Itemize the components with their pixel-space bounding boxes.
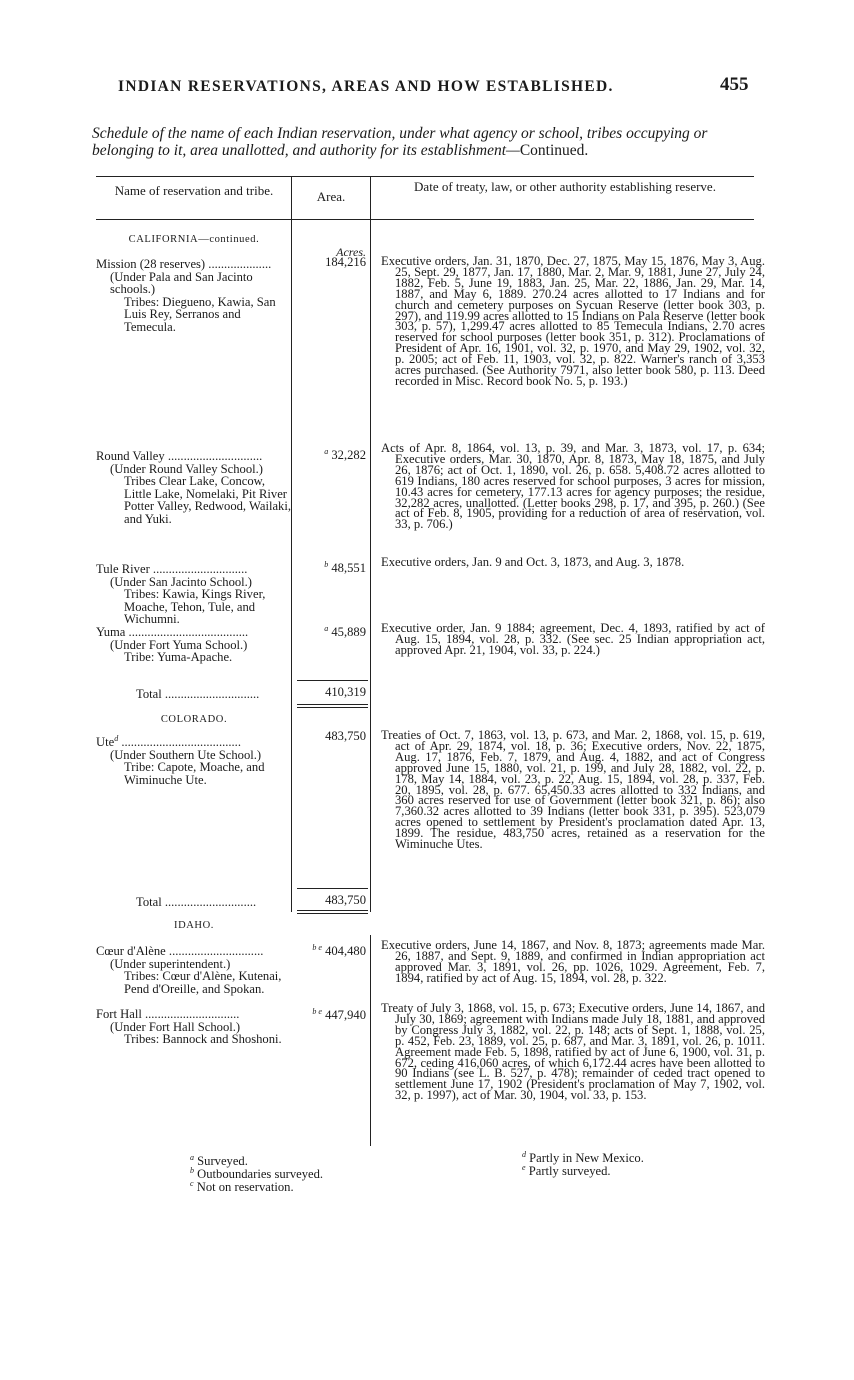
footnote-ref: b <box>324 560 329 569</box>
reservation-agency: (Under superintendent.) <box>110 956 231 971</box>
reservation-tribes: Tribe: Capote, Moache, and Wiminuche Ute. <box>124 760 265 787</box>
reservation-authority: Treaties of Oct. 7, 1863, vol. 13, p. 673, and Mar. 2, 1868, vol. 15, p. 619, act of Apr. 29, 1874, vol. 18, p. 36; Executive orders, Nov. 22, 1875, Aug. 17, 1876, Feb. 7, 1879, and Aug. 4, 1882, and act of Congress approved June 15, 1880, vol. 21, p. 199, and July 28, 1882, vol. 22, p. 178, May 14, 1884, vol. 23, p. 22, Aug. 15, 1894, vol. 28, p. 337, Feb. 20, 1895, vol. 28, p. 677. 65,450.33 acres allotted to 332 Indians, and 360 acres reserved for use of Government (letter book 321, p. 86); also 7,360.32 acres allotted to 39 Indians (letter book 331, p. 395). 523,079 acres opened to settlement by President's proclamation dated Apr. 13, 1899. The residue, 483,750 acres, retained as a reservation for the Wiminuche Utes. <box>381 728 765 852</box>
caption-continued: Continued. <box>519 142 589 159</box>
reservation-area: $^{b e}$ 404,480 <box>312 943 366 959</box>
reservation-area: 184,216 <box>325 255 366 269</box>
reservation-authority: Executive orders, Jan. 9 and Oct. 3, 1873, and Aug. 3, 1878. <box>381 555 685 569</box>
reservation-area: $^a$ 32,282 <box>324 447 366 463</box>
column-header-area: Area. <box>316 189 346 204</box>
footnote-d: $^d$ Partly in New Mexico. <box>522 1150 644 1166</box>
section-title-colorado: COLORADO. <box>160 714 228 725</box>
footnote-b: $^b$ Outboundaries surveyed. <box>190 1166 324 1182</box>
reservation-tribes: Tribes Clear Lake, Concow, Little Lake, Nomelaki, Pit River Potter Valley, Redwood, Wailaki, and Yuki. <box>124 474 291 526</box>
footnote-e: $^e$ Partly surveyed. <box>522 1163 611 1179</box>
column-divider-2b <box>370 935 371 1146</box>
reservation-name-cell: Cœur d'Alène .............................. (Under superintendent.) Tribes: Cœur d'Alène, Kutenai, Pend d'Oreille, and Spokan. <box>96 945 292 995</box>
footnote-a: $^a$ Surveyed. <box>190 1153 248 1169</box>
reservation-name: Mission (28 reserves) <box>96 258 206 271</box>
footnote-ref: a <box>324 447 329 456</box>
reservation-area: 483,750 <box>325 729 366 743</box>
reservation-name: Fort Hall <box>96 1008 142 1021</box>
reservation-tribes: Tribes: Bannock and Shoshoni. <box>124 1032 282 1047</box>
reservation-agency: (Under Southern Ute School.) <box>110 747 262 762</box>
reservation-name-cell: Yuma ...................................... (Under Fort Yuma School.) Tribe: Yuma-Apache. <box>96 626 292 664</box>
reservation-authority: Executive order, Jan. 9 1884; agreement, Dec. 4, 1893, ratified by act of Aug. 15, 1894, vol. 28, p. 332. (See sec. 25 Indian appropriation act, approved Apr. 21, 1904, vol. 33, p. 224.) <box>381 621 765 657</box>
page-number: 455 <box>720 74 749 95</box>
footnote-ref: b e <box>312 943 322 952</box>
total-rule <box>297 913 368 914</box>
total-rule <box>297 704 368 705</box>
section-title-california: CALIFORNIA—continued. <box>128 234 260 245</box>
area-unit-label: Acres. <box>336 245 366 259</box>
section-title-idaho: IDAHO. <box>173 920 215 931</box>
reservation-tribes: Tribes: Cœur d'Alène, Kutenai, Pend d'Oreille, and Spokan. <box>124 969 282 996</box>
total-rule <box>297 680 368 681</box>
reservation-authority: Executive orders, Jan. 31, 1870, Dec. 27, 1875, May 15, 1876, May 3, Aug. 25, Sept. 29, 1877, Jan. 17, 1880, Mar. 2, Mar. 9, 1881, June 27, July 24, 1882, Feb. 5, June 19, 1883, Jan. 25, Mar. 22, 1886, Jan. 29, Mar. 14, 1887, and May 6, 1889. 270.24 acres allotted to 17 Indians and for church and cemetery purposes on Sycuan Reserve (letter book 303, p. 297), and 119.99 acres allotted to 15 Indians on Pala Reserve (letter book 303, p. 57), 1,299.47 acres allotted to 85 Temecula Indians, 2.70 acres reserved for school purposes (letter book 351, p. 312). Proclamations of President of Apr. 16, 1901, vol. 32, p. 1970, and May 29, 1902, vol. 32, p. 2005; act of Feb. 11, 1903, vol. 32, p. 822. Warner's ranch of 3,353 acres purchased. (See Authority 7971, also letter book 580, p. 113. Deed recorded in Misc. Record book No. 5, p. 193.) <box>381 254 765 388</box>
total-rule <box>297 910 368 911</box>
total-rule <box>297 888 368 889</box>
reservation-name-cell: Mission (28 reserves) .................... (Under Pala and San Jacinto schools.) Tribes: Diegueno, Kawia, San Luis Rey, Serranos and Temecula. <box>96 258 292 334</box>
reservation-tribes: Tribes: Diegueno, Kawia, San Luis Rey, Serranos and Temecula. <box>124 294 276 334</box>
table-top-rule <box>96 176 754 177</box>
reservation-area: $^b$ 48,551 <box>324 560 366 576</box>
table-caption <box>92 125 762 159</box>
column-header-authority: Date of treaty, law, or other authority establishing reserve. <box>414 179 716 194</box>
reservation-agency: (Under San Jacinto School.) <box>110 574 252 589</box>
running-head: INDIAN RESERVATIONS, AREAS AND HOW ESTABLISHED. <box>118 78 614 95</box>
footnote-ref: d <box>114 734 119 743</box>
reservation-name-cell: Tule River .............................. (Under San Jacinto School.) Tribes: Kawia, Kings River, Moache, Tehon, Tule, and Wichumni. <box>96 563 292 626</box>
reservation-name-cell: Fort Hall .............................. (Under Fort Hall School.) Tribes: Bannock and Shoshoni. <box>96 1008 292 1046</box>
column-divider-2 <box>370 176 371 912</box>
total-label: Total .............................. <box>136 687 260 701</box>
reservation-tribes: Tribes: Kawia, Kings River, Moache, Tehon, Tule, and Wichumni. <box>124 587 266 627</box>
footnote-ref: a <box>324 624 329 633</box>
reservation-authority: Acts of Apr. 8, 1864, vol. 13, p. 39, and Mar. 3, 1873, vol. 17, p. 634; Executive orders, Mar. 30, 1870, Apr. 8, 1873, May 18, 1875, and July 26, 1876; act of Oct. 1, 1890, vol. 26, p. 658. 5,408.72 acres allotted to 619 Indians, 180 acres reserved for school purposes, 3 acres for mission, 10.43 acres for cemetery, 177.13 acres for agency purposes; the residue, 32,282 acres, unallotted. (Letter books 298, p. 17, and 395, p. 260.) (See act of Feb. 8, 1905, providing for a reduction of area of reservation, vol. 33, p. 706.) <box>381 441 765 532</box>
caption-text: Schedule of the name of each Indian reservation, under what agency or school, tribes occupying or belonging to it, area unallotted, and authority for its establishment— <box>92 125 708 159</box>
reservation-name: Cœur d'Alène <box>96 945 166 958</box>
footnote-ref: b e <box>312 1007 322 1016</box>
reservation-agency: (Under Fort Yuma School.) <box>110 637 248 652</box>
reservation-name-cell: Round Valley .............................. (Under Round Valley School.) Tribes Clear Lake, Concow, Little Lake, Nomelaki, Pit River Potter Valley, Redwood, Wailaki, and Yuki. <box>96 450 291 526</box>
total-rule <box>297 707 368 708</box>
total-value: 410,319 <box>325 685 366 699</box>
reservation-agency: (Under Round Valley School.) <box>110 461 263 476</box>
reservation-name: Round Valley <box>96 450 165 463</box>
reservation-area: $^{b e}$ 447,940 <box>312 1007 366 1023</box>
footnote-c: $^c$ Not on reservation. <box>190 1179 294 1195</box>
reservation-name: Tule River <box>96 563 150 576</box>
column-header-name: Name of reservation and tribe. <box>114 183 274 198</box>
reservation-name: Yuma <box>96 626 126 639</box>
reservation-agency: (Under Pala and San Jacinto schools.) <box>110 269 253 297</box>
reservation-tribes: Tribe: Yuma-Apache. <box>124 650 233 665</box>
reservation-agency: (Under Fort Hall School.) <box>110 1019 241 1034</box>
reservation-area: $^a$ 45,889 <box>324 624 366 640</box>
reservation-authority: Executive orders, June 14, 1867, and Nov. 8, 1873; agreements made Mar. 26, 1887, and Sept. 9, 1889, and confirmed in Indian appropriation act approved Mar. 3, 1891, vol. 26, pp. 1026, 1029. Agreement, Feb. 7, 1894, ratified by act of Aug. 15, 1894, vol. 28, p. 322. <box>381 938 765 985</box>
total-label: Total ............................. <box>136 895 257 909</box>
reservation-name: Ute <box>96 735 115 749</box>
total-value: 483,750 <box>325 893 366 907</box>
reservation-authority: Treaty of July 3, 1868, vol. 15, p. 673; Executive orders, June 14, 1867, and July 30, 1869; agreement with Indians made July 18, 1881, and approved by Congress July 3, 1882, vol. 22, p. 148; acts of Sept. 1, 1888, vol. 25, p. 452, Feb. 23, 1889, vol. 25, p. 687, and Mar. 3, 1891, vol. 26, p. 1011. Agreement made Feb. 5, 1898, ratified by act of June 6, 1900, vol. 31, p. 672, ceding 416,060 acres, of which 6,172.44 acres have been allotted to 90 Indians (see L. B. 527, p. 478); remainder of ceded tract opened to settlement June 17, 1902 (President's proclamation of May 7, 1902, vol. 32, p. 1997), act of Mar. 30, 1904, vol. 33, p. 153. <box>381 1001 765 1103</box>
reservation-name-cell: Ute$^d$ ...................................... (Under Southern Ute School.) Tribe: Capote, Moache, and Wiminuche Ute. <box>96 733 292 787</box>
header-bottom-rule <box>96 219 754 220</box>
